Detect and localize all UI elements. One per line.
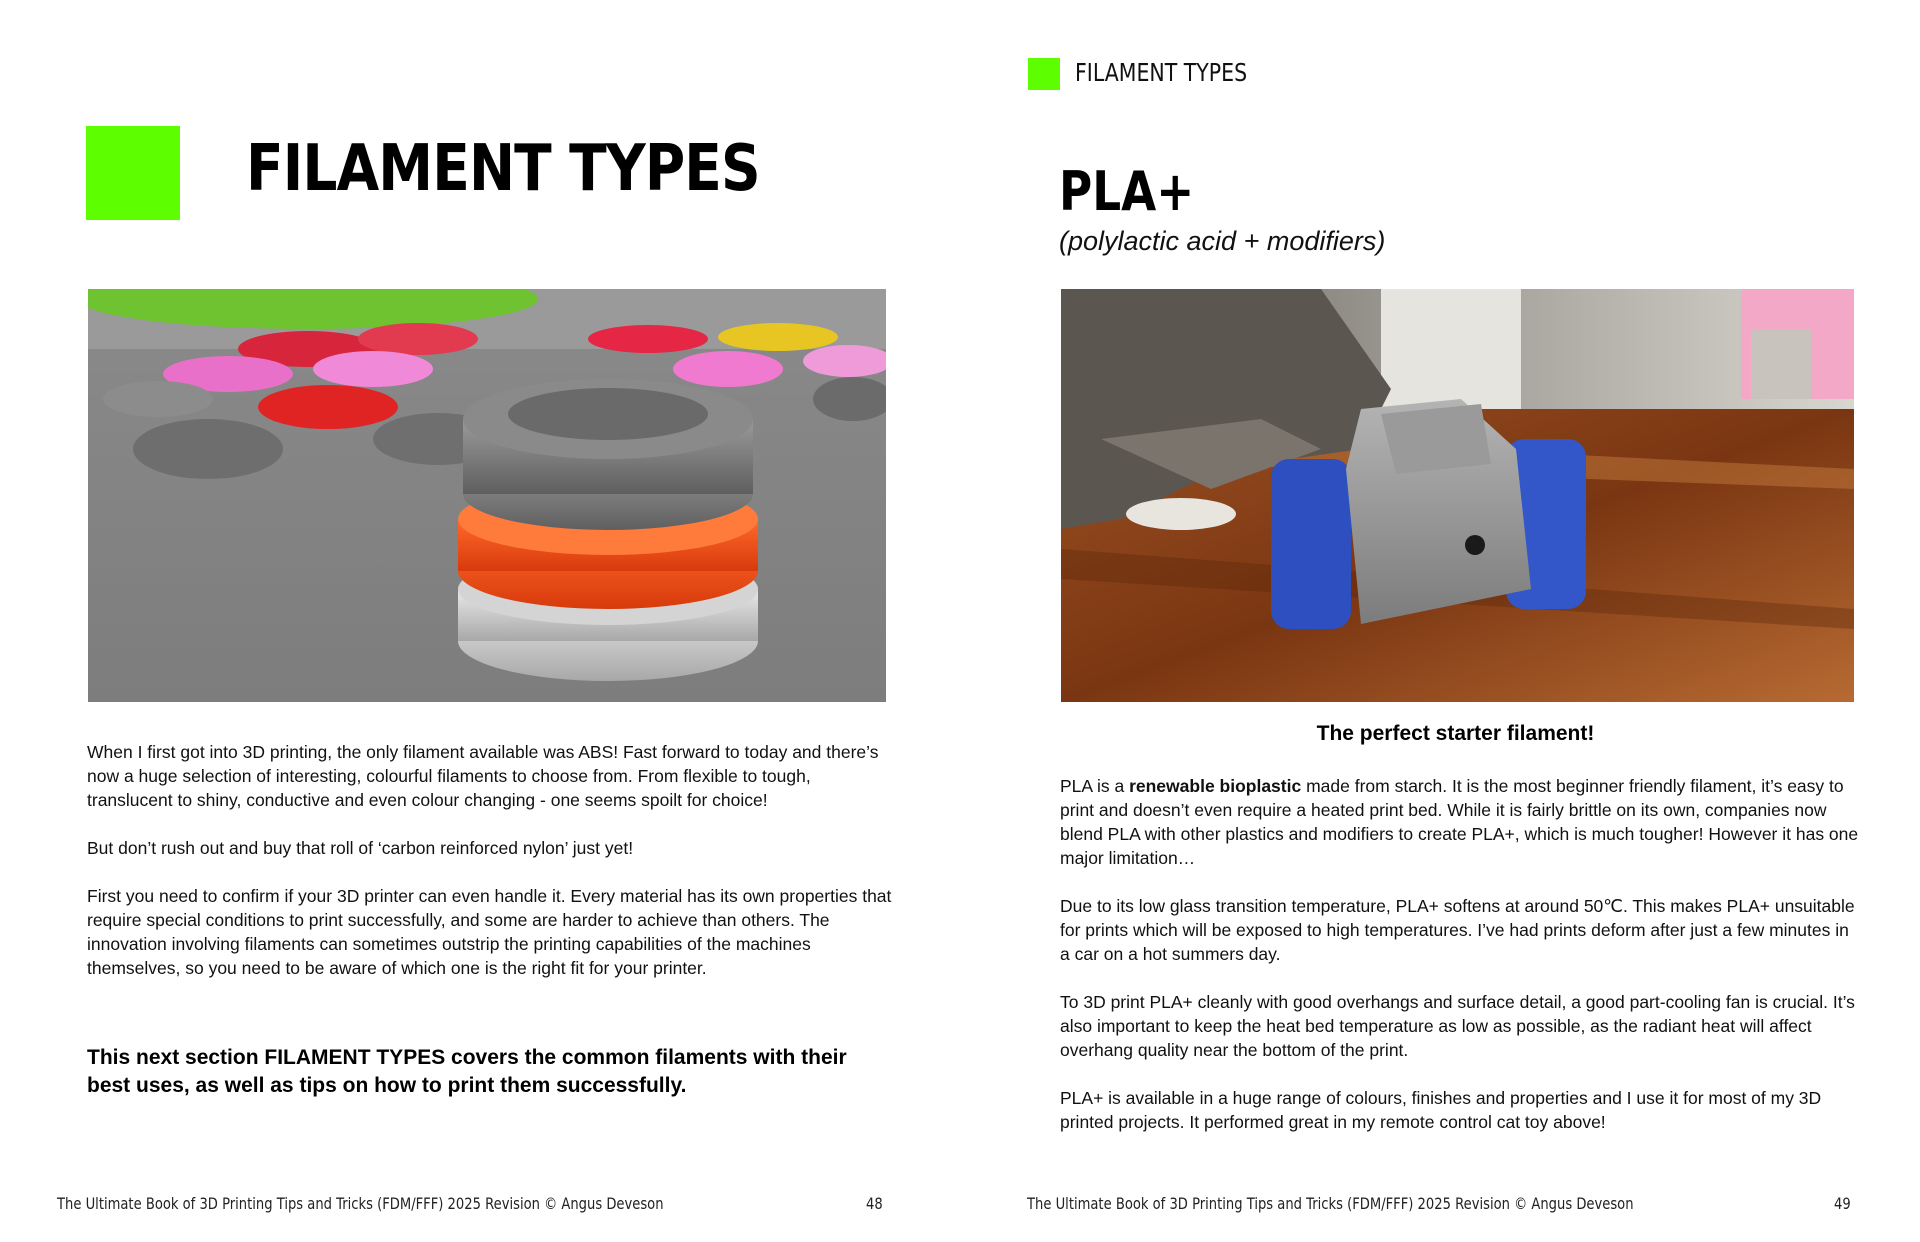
page-number: 49 [1834, 1194, 1851, 1213]
filament-subtitle: (polylactic acid + modifiers) [1059, 226, 1386, 256]
cat-and-robot-toy-icon [1061, 289, 1854, 702]
section-marker-square [86, 126, 180, 220]
pla-paragraph: PLA+ is available in a huge range of colours, finishes and properties and I use it for most of my 3D printed projects. It performed great in my remote control cat toy above! [1060, 1088, 1822, 1132]
pla-paragraph [1060, 774, 1860, 870]
pla-paragraph-rest: made from starch. It is the most beginner friendly filament, it’s easy to print and doesn’t even require a heated print bed. While it is fairly brittle on its own, companies now blend PLA with other plastics and modifiers to create PLA+, which is much tougher! However it has one major limitation… [1060, 776, 1859, 868]
intro-paragraph: But don’t rush out and buy that roll of ‘carbon reinforced nylon’ just yet! [87, 838, 634, 858]
stacked-printed-wheels-icon [88, 289, 886, 702]
running-head-marker-square [1028, 58, 1060, 90]
footer-text: The Ultimate Book of 3D Printing Tips and Tricks (FDM/FFF) 2025 Revision © Angus Deveson [1027, 1194, 1634, 1213]
running-head: FILAMENT TYPES [1075, 58, 1248, 87]
stacked-wheels-photo [88, 289, 886, 702]
filament-title: PLA+ [1059, 160, 1195, 223]
intro-paragraph: First you need to confirm if your 3D printer can even handle it. Every material has its own properties that require special conditions to print successfully, and some are harder to achieve than others. The innovation involving filaments can sometimes outstrip the printing capabilities of the machines themselves, so you need to be aware of which one is the right fit for your printer. [87, 886, 892, 978]
bold-phrase: renewable bioplastic [1129, 776, 1302, 796]
page-title: FILAMENT TYPES [246, 132, 760, 206]
section-callout: This next section FILAMENT TYPES covers the common filaments with their best uses, as well as tips on how to print them successfully. [87, 1046, 847, 1097]
cat-toy-photo [1061, 289, 1854, 702]
pla-paragraph: To 3D print PLA+ cleanly with good overhangs and surface detail, a good part-cooling fan is crucial. It’s also important to keep the heat bed temperature as low as possible, as the radiant heat will affect overhang quality near the bottom of the print. [1060, 992, 1855, 1060]
intro-text [87, 740, 893, 980]
footer-text: The Ultimate Book of 3D Printing Tips and Tricks (FDM/FFF) 2025 Revision © Angus Deveson [57, 1194, 664, 1213]
intro-paragraph: When I first got into 3D printing, the only filament available was ABS! Fast forward to today and there’s now a huge selection of interesting, colourful filaments to choose from. From flexible to tough, translucent to shiny, conductive and even colour changing - one seems spoilt for choice! [87, 742, 879, 810]
tagline: The perfect starter filament! [1316, 722, 1595, 745]
pla-paragraph: Due to its low glass transition temperature, PLA+ softens at around 50℃. This makes PLA+ unsuitable for prints which will be exposed to high temperatures. I’ve had prints deform after just a few minutes in a car on a hot summers day. [1060, 896, 1855, 964]
page-number: 48 [866, 1194, 883, 1213]
pla-paragraph-start: PLA is a [1060, 776, 1130, 796]
pla-description [1060, 774, 1860, 1134]
